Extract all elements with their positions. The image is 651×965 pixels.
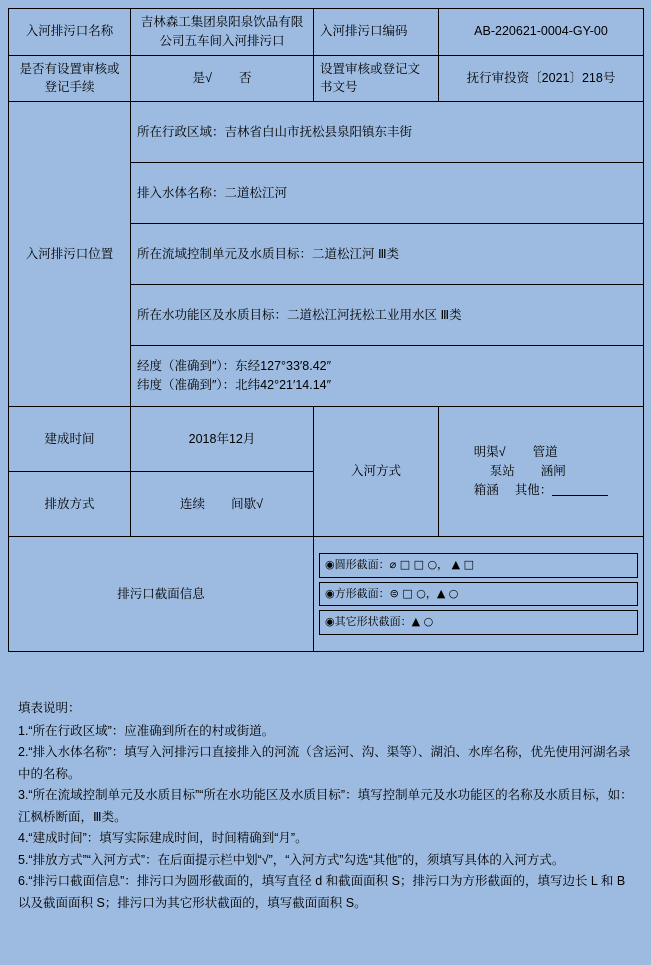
inflow-option-box-culvert: 箱涵 xyxy=(473,482,499,497)
outfall-registration-form xyxy=(8,8,644,652)
inflow-mode-label-text: 入河方式 xyxy=(351,464,402,479)
section-square-value: ⊜ □ ○，▲ ○ xyxy=(389,586,459,600)
section-info-values xyxy=(314,537,644,652)
section-other-label: 其它形状截面： xyxy=(334,616,412,629)
location-label: 入河排污口位置 xyxy=(9,102,131,407)
table-row xyxy=(9,55,644,102)
table-row xyxy=(9,102,644,163)
discharge-intermittent-label: 间歇 xyxy=(231,496,257,511)
inflow-option-other: 其他： xyxy=(514,482,553,497)
approval-doc-value: 抚行审投资〔2021〕218号 xyxy=(439,55,644,102)
section-circle-box xyxy=(319,553,638,578)
discharge-mode-options xyxy=(131,472,314,537)
table-row xyxy=(9,9,644,56)
note-item-3: 3.“所在流域控制单元及水质目标”“所在水功能区及水质目标”：填写控制单元及水功能区的名称及水质目标，如：江枫桥断面，Ⅲ类。 xyxy=(18,788,633,824)
approval-yes-check: √ xyxy=(205,70,213,85)
square-bullet-icon: ◉ xyxy=(325,587,335,600)
circle-bullet-icon: ◉ xyxy=(325,559,335,572)
note-item-4: 4.“建成时间”：填写实际建成时间，时间精确到“月”。 xyxy=(18,831,308,845)
note-item-2: 2.“排入水体名称”：填写入河排污口直接排入的河流（含运河、沟、渠等）、湖泊、水库名称，优先使用河湖名录中的名称。 xyxy=(18,745,631,781)
outfall-name-label: 入河排污口名称 xyxy=(9,9,131,56)
inflow-option-other-blank[interactable] xyxy=(552,483,608,496)
location-function-zone: 所在水功能区及水质目标：二道松江河抚松工业用水区 Ⅲ类 xyxy=(131,285,644,346)
location-control-unit: 所在流域控制单元及水质目标：二道松江河 Ⅲ类 xyxy=(131,224,644,285)
discharge-intermittent-check: √ xyxy=(256,496,264,511)
inflow-mode-options xyxy=(439,407,644,537)
inflow-mode-label xyxy=(314,407,439,537)
discharge-mode-label: 排放方式 xyxy=(9,472,131,537)
location-latitude: 纬度（准确到″）：北纬42°21′14.14″ xyxy=(137,378,332,392)
location-admin-region: 所在行政区域：吉林省白山市抚松县泉阳镇东丰街 xyxy=(131,102,644,163)
inflow-row-2 xyxy=(474,462,609,481)
inflow-option-open-channel-check: √ xyxy=(498,445,507,460)
discharge-continuous-label: 连续 xyxy=(180,496,206,511)
approval-yes-label: 是 xyxy=(192,70,206,85)
approval-doc-label: 设置审核或登记文书文号 xyxy=(314,55,439,102)
inflow-row-1 xyxy=(474,443,609,462)
section-other-box xyxy=(319,610,638,635)
inflow-option-gate: 涵闸 xyxy=(540,464,566,479)
notes-title: 填表说明： xyxy=(18,701,81,715)
section-other-value: ▲ ○ xyxy=(411,615,434,629)
approval-no-label: 否 xyxy=(238,70,252,85)
other-bullet-icon: ◉ xyxy=(325,616,335,629)
note-item-5: 5.“排放方式”“入河方式”：在后面提示栏中划“√”，“入河方式”勾选“其他”的，须填写具体的入河方式。 xyxy=(18,852,565,867)
outfall-name-value: 吉林森工集团泉阳泉饮品有限公司五车间入河排污口 xyxy=(131,9,314,56)
build-time-value: 2018年12月 xyxy=(131,407,314,472)
section-circle-value: ⌀ □ □ ○， ▲ □ xyxy=(389,558,474,572)
approval-label: 是否有设置审核或登记手续 xyxy=(9,55,131,102)
note-item-6: 6.“排污口截面信息”：排污口为圆形截面的，填写直径 d 和截面面积 S；排污口为方形截面的，填写边长 L 和 B 以及截面面积 S；排污口为其它形状截面的，填写截面面积 S。 xyxy=(18,874,626,910)
inflow-option-pipe: 管道 xyxy=(532,445,558,460)
inflow-row-3 xyxy=(474,481,609,500)
location-coordinates xyxy=(131,346,644,407)
table-row xyxy=(9,407,644,472)
notes-section xyxy=(8,698,643,914)
inflow-option-pump: 泵站 xyxy=(489,464,515,479)
outfall-code-value: AB-220621-0004-GY-00 xyxy=(439,9,644,56)
section-square-label: 方形截面： xyxy=(334,587,390,600)
section-square-box xyxy=(319,582,638,607)
outfall-code-label: 入河排污口编码 xyxy=(314,9,439,56)
inflow-option-open-channel: 明渠 xyxy=(473,445,499,460)
approval-choice xyxy=(131,55,314,102)
note-item-1: 1.“所在行政区域”：应准确到所在的村或街道。 xyxy=(18,723,275,738)
section-circle-label: 圆形截面： xyxy=(334,559,390,572)
location-water-body: 排入水体名称：二道松江河 xyxy=(131,163,644,224)
build-time-label: 建成时间 xyxy=(9,407,131,472)
table-row xyxy=(9,537,644,652)
location-longitude: 经度（准确到″）：东经127°33′8.42″ xyxy=(137,359,332,374)
section-info-label: 排污口截面信息 xyxy=(9,537,314,652)
